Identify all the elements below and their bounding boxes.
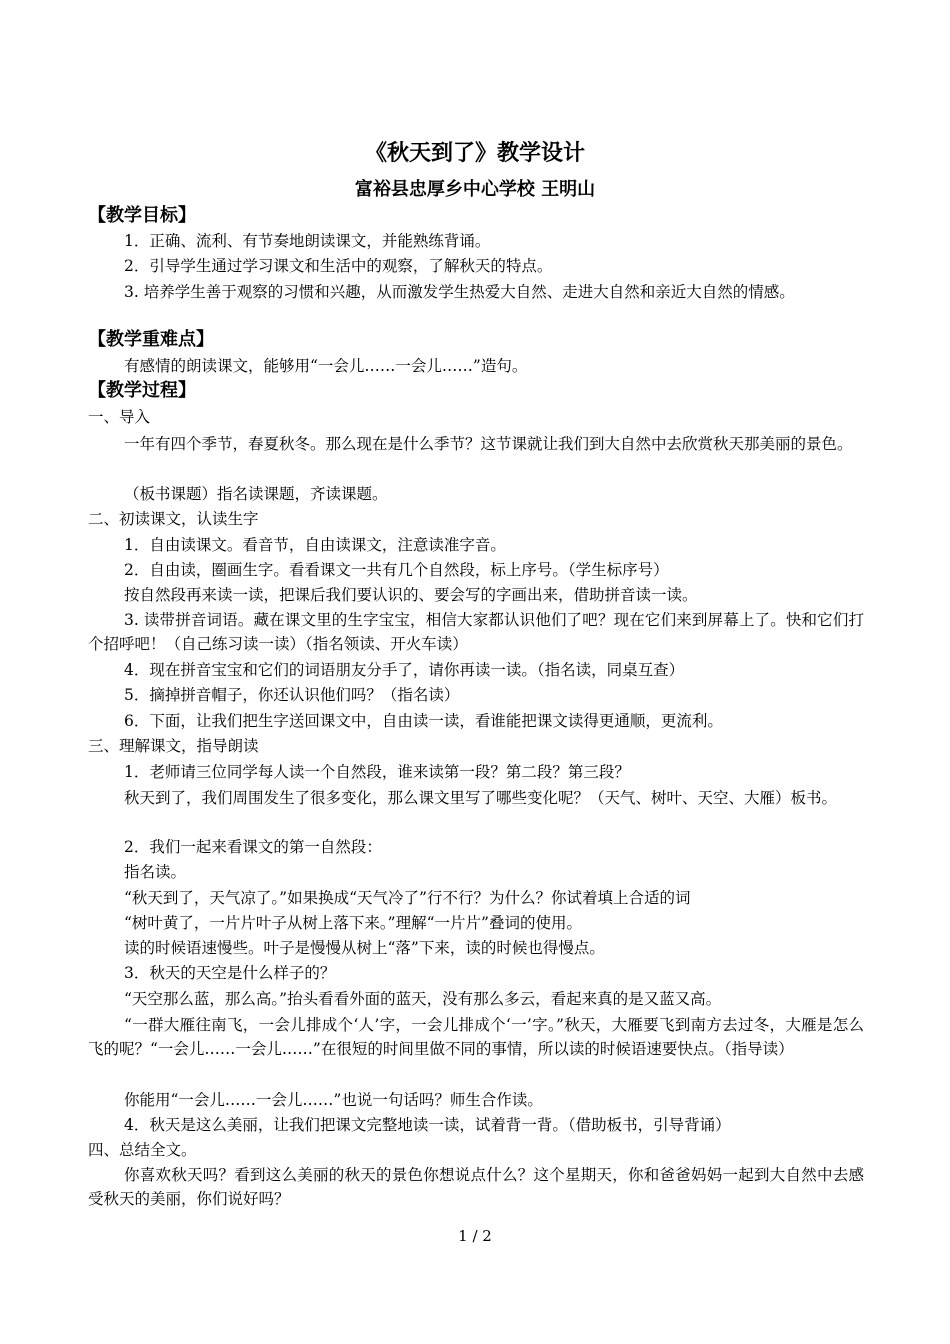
paragraph-5: 按自然段再来读一读，把课后我们要认识的、要会写的字画出来，借助拼音读一读。 <box>124 586 698 604</box>
goal-item-2: 2．引导学生通过学习课文和生活中的观察，了解秋天的特点。 <box>124 257 553 275</box>
section-2-heading: 二、初读课文，认读生字 <box>88 510 259 528</box>
paragraph-22: 你喜欢秋天吗？看到这么美丽的秋天的景色你想说点什么？这个星期天，你和爸爸妈妈一起到大自然中去感受秋天的美丽，你们说好吗？ <box>88 1166 864 1208</box>
page-number: 1 / 2 <box>458 1227 492 1245</box>
section-1-heading: 一、导入 <box>88 408 151 426</box>
goal-item-3: 3. 培养学生善于观察的习惯和兴趣，从而激发学生热爱大自然、走进大自然和亲近大自然的情感。 <box>124 283 795 301</box>
document-title: 《秋天到了》教学设计 <box>364 141 585 166</box>
paragraph-2: （板书课题）指名读课题，齐读课题。 <box>124 485 388 503</box>
heading-teaching-process: 【教学过程】 <box>88 380 196 401</box>
paragraph-17: 3．秋天的天空是什么样子的？ <box>124 964 336 982</box>
key-point-1: 有感情的朗读课文，能够用“一会儿……一会儿……”造句。 <box>124 357 528 375</box>
heading-teaching-goals: 【教学目标】 <box>88 205 196 226</box>
document-subtitle: 富裕县忠厚乡中心学校 王明山 <box>354 179 596 200</box>
paragraph-21: 4．秋天是这么美丽，让我们把课文完整地读一读，试着背一背。（借助板书，引导背诵） <box>124 1116 731 1134</box>
paragraph-11: 秋天到了，我们周围发生了很多变化，那么课文里写了哪些变化呢？（天气、树叶、天空、大雁）板书。 <box>124 789 838 807</box>
paragraph-8: 5．摘掉拼音帽子，你还认识他们吗？（指名读） <box>124 686 460 704</box>
paragraph-9: 6．下面，让我们把生字送回课文中，自由读一读，看谁能把课文读得更通顺，更流利。 <box>124 712 723 730</box>
paragraph-1: 一年有四个季节，春夏秋冬。那么现在是什么季节？这节课就让我们到大自然中去欣赏秋天那美丽的景色。 <box>124 435 853 453</box>
paragraph-14: “秋天到了，天气凉了。”如果换成“天气冷了”行不行？为什么？你试着填上合适的词 <box>124 889 691 907</box>
paragraph-20: 你能用“一会儿……一会儿……”也说一句话吗？师生合作读。 <box>124 1091 543 1109</box>
paragraph-7: 4．现在拼音宝宝和它们的词语朋友分手了，请你再读一读。（指名读，同桌互查） <box>124 661 685 679</box>
paragraph-13: 指名读。 <box>124 863 187 881</box>
heading-key-points: 【教学重难点】 <box>88 329 214 350</box>
paragraph-19: “一群大雁往南飞，一会儿排成个‘人’字，一会儿排成个‘一’字。”秋天，大雁要飞到南方去过冬，大雁是怎么飞的呢？“一会儿……一会儿……”在很短的时间里做不同的事情，所以读的时候语速要快点。（指导读） <box>88 1016 864 1058</box>
paragraph-12: 2．我们一起来看课文的第一自然段： <box>124 838 382 856</box>
paragraph-10: 1．老师请三位同学每人读一个自然段，谁来读第一段？第二段？第三段？ <box>124 763 630 781</box>
paragraph-16: 读的时候语速慢些。叶子是慢慢从树上“落”下来，读的时候也得慢点。 <box>124 939 605 957</box>
paragraph-18: “天空那么蓝，那么高。”抬头看看外面的蓝天，没有那么多云，看起来真的是又蓝又高。 <box>124 990 722 1008</box>
section-3-heading: 三、理解课文，指导朗读 <box>88 737 259 755</box>
paragraph-4: 2．自由读，圈画生字。看看课文一共有几个自然段，标上序号。（学生标序号） <box>124 561 669 579</box>
section-4-heading: 四、总结全文。 <box>88 1141 197 1159</box>
paragraph-3: 1．自由读课文。看音节，自由读课文，注意读准字音。 <box>124 536 506 554</box>
paragraph-6: 3. 读带拼音词语。藏在课文里的生字宝宝，相信大家都认识他们了吧？现在它们来到屏幕上了。快和它们打个招呼吧！（自己练习读一读）（指名领读、开火车读） <box>88 611 864 653</box>
goal-item-1: 1．正确、流利、有节奏地朗读课文，并能熟练背诵。 <box>124 232 491 250</box>
paragraph-15: “树叶黄了，一片片叶子从树上落下来。”理解“一片片”叠词的使用。 <box>124 914 582 932</box>
